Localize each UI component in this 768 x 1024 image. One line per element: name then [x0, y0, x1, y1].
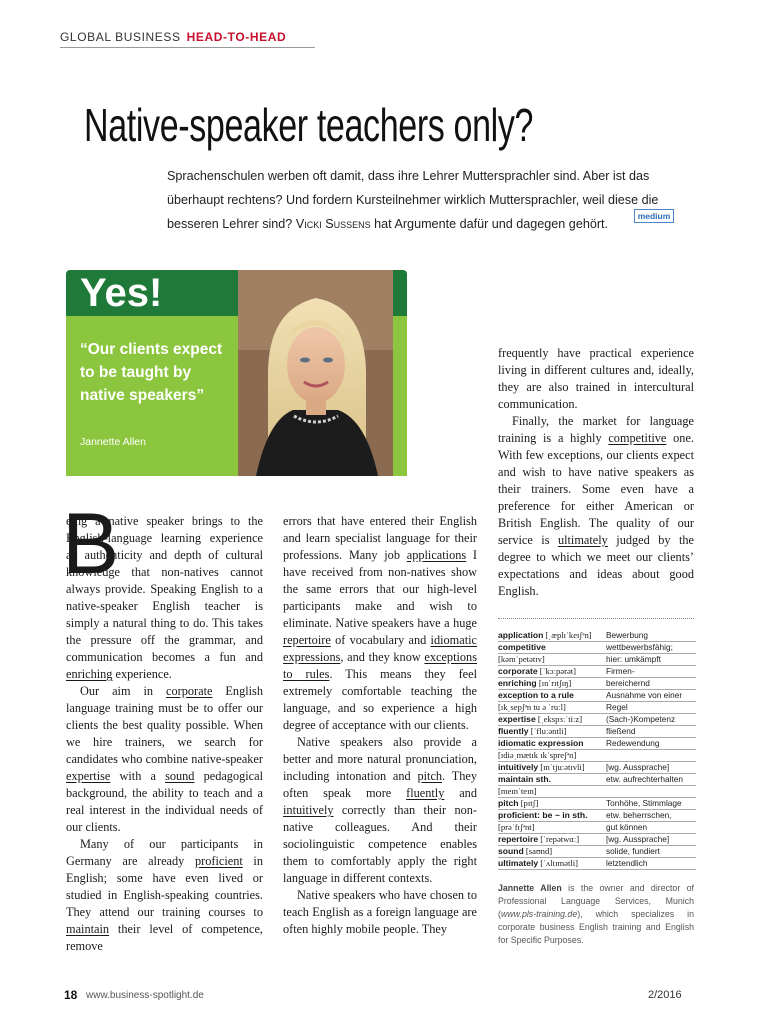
paragraph [283, 513, 477, 734]
text-run: Native speakers who have chosen to teach English as a foreign language are often highly mobile people. They [283, 888, 477, 936]
glossary-term: exceptions to rules [283, 650, 477, 681]
paragraph [283, 887, 477, 938]
glossary-term-cell [498, 810, 606, 821]
article-column-2 [283, 513, 477, 938]
glossary-row [498, 810, 696, 822]
glossary-ipa: [ˈkɔːpərət] [537, 666, 577, 676]
text-run: in English; some have even lived or studied in English-speaking countries. They attend our training courses to [66, 854, 263, 919]
glossary-term: idiomatic expressions [283, 633, 477, 664]
glossary-translation: gut können [606, 822, 648, 832]
glossary-row [498, 642, 696, 654]
glossary-term: enriching [66, 667, 113, 681]
glossary-translation: Ausnahme von einer [606, 690, 683, 700]
glossary [498, 630, 696, 870]
glossary-term-cell [498, 678, 606, 689]
intro-text-end: hat Argumente dafür und dagegen gehört. [370, 217, 609, 231]
glossary-row [498, 630, 696, 642]
glossary-row [498, 834, 696, 846]
intro-author: Vicki Sussens [295, 217, 371, 231]
text-run: one. With few exceptions, our clients expect and wish to have native speakers as their trainers. Some even have a preference for either American or British English. The quality of our service is [498, 431, 694, 547]
text-run: correctly than their non-native colleagues. And their sociolinguistic competence enables them to comfortably apply the right language in different contexts. [283, 803, 477, 885]
glossary-term-cell [498, 774, 606, 785]
text-run: , and they know [340, 650, 425, 664]
glossary-term-cell [498, 714, 606, 725]
glossary-translation: Firmen- [606, 666, 635, 676]
glossary-term: corporate [166, 684, 213, 698]
text-run: . This means they feel extremely comfortable teaching the language, and so experience a high degree of acceptance with our clients. [283, 667, 477, 732]
glossary-term-cell [498, 690, 606, 701]
glossary-term: expertise [498, 714, 536, 724]
text-run: frequently have practical experience living in different cultures and, ideally, they are also trained in intercultural communication. [498, 346, 694, 411]
glossary-term: competitive [608, 431, 667, 445]
issue-date: 2/2016 [648, 989, 682, 1001]
glossary-term: exception to a rule [498, 690, 574, 700]
glossary-term: proficient: be ~ in sth. [498, 810, 588, 820]
glossary-term: ultimately [498, 858, 539, 868]
text-run: and [444, 786, 477, 800]
bio-link: www.pls-training.de [500, 909, 578, 919]
glossary-ipa: [ˈfluːəntli] [528, 726, 567, 736]
glossary-ipa: [ˌæplɪˈkeɪʃᵊn] [543, 630, 592, 640]
glossary-term-cell [498, 786, 606, 797]
paragraph [498, 345, 694, 413]
glossary-row [498, 774, 696, 786]
article-title: Native-speaker teachers only? [84, 99, 534, 151]
paragraph [283, 734, 477, 887]
glossary-term-cell [498, 738, 606, 749]
text-run: Native speakers also provide a better and more natural pronunciation, including intonation and [283, 735, 477, 783]
glossary-row [498, 726, 696, 738]
glossary-term-cell [498, 666, 606, 677]
page-number: 18 [64, 988, 78, 1002]
glossary-term-cell [498, 762, 606, 773]
glossary-term: application [498, 630, 544, 640]
glossary-ipa: [ˈrepətwɑː] [538, 834, 580, 844]
glossary-translation [606, 786, 696, 797]
glossary-term: intuitively [283, 803, 334, 817]
glossary-row [498, 738, 696, 750]
glossary-term-cell [498, 654, 606, 665]
bio-text-end: ), which specializes in corporate business English training and English for Specific Purposes. [498, 909, 694, 945]
glossary-row [498, 786, 696, 798]
text-run: their level of competence, remove [66, 922, 263, 953]
glossary-term: repertoire [498, 834, 539, 844]
glossary-term: idiomatic expression [498, 738, 584, 748]
glossary-row [498, 858, 696, 870]
glossary-term-cell [498, 834, 606, 845]
section-tag: HEAD-TO-HEAD [186, 30, 287, 44]
glossary-ipa: [saʊnd] [523, 846, 553, 856]
text-run: I have received from non-natives show the same errors that our high-level participants make and wish to eliminate. Native speakers have a huge [283, 548, 477, 630]
glossary-ipa: [ˈʌltɪmətli] [538, 858, 578, 868]
header-rule [60, 47, 315, 48]
quote-author: Jannette Allen [80, 436, 146, 448]
glossary-term: pitch [417, 769, 443, 783]
glossary-term: applications [406, 548, 467, 562]
glossary-term: sound [498, 846, 524, 856]
glossary-translation: fließend [606, 726, 636, 736]
glossary-translation: etw. aufrechterhalten [606, 774, 684, 784]
glossary-translation [606, 750, 696, 761]
glossary-ipa: [ˌekspɜːˈtiːz] [535, 714, 583, 724]
glossary-term-cell [498, 750, 606, 761]
glossary-row [498, 654, 696, 666]
paragraph [66, 513, 263, 683]
glossary-translation: [wg. Aussprache] [606, 834, 670, 844]
yes-label: Yes! [80, 271, 163, 315]
text-run: of vocabulary and [330, 633, 431, 647]
intro-text: Sprachenschulen werben oft damit, dass ihre Lehrer Muttersprachler sind. Aber ist das überhaupt rechtens? Und fordern Kursteilnehmer wirklich Muttersprachler, weil diese die besseren Lehrer sind? [167, 169, 659, 231]
section-header [60, 30, 286, 44]
text-run: experience. [112, 667, 172, 681]
author-bio [498, 882, 694, 947]
glossary-ipa: [ɪnˈtjuːətɪvli] [538, 762, 585, 772]
glossary-translation: etw. beherrschen, [606, 810, 672, 820]
glossary-divider [498, 618, 694, 619]
glossary-row [498, 678, 696, 690]
glossary-term: intuitively [498, 762, 539, 772]
glossary-ipa: [ɪdiəˌmætɪk ɪkˈspreʃᵊn] [498, 750, 577, 760]
text-run: errors that have entered their English and learn specialist language for their professions. Many job [283, 514, 477, 562]
glossary-row [498, 690, 696, 702]
glossary-term-cell [498, 822, 606, 833]
text-run: Many of our participants in Germany are already [66, 837, 263, 868]
glossary-translation: Tonhöhe, Stimmlage [606, 798, 682, 808]
glossary-term-cell [498, 630, 606, 641]
glossary-term-cell [498, 858, 606, 869]
glossary-term: maintain sth. [498, 774, 552, 784]
glossary-ipa: [ɪkˌsepʃᵊn tu ə ˈruːl] [498, 702, 566, 712]
glossary-term: proficient [194, 854, 243, 868]
glossary-translation: Regel [606, 702, 628, 712]
text-run: with a [110, 769, 166, 783]
glossary-ipa: [ɪnˈrɪtʃɪŋ] [536, 678, 572, 688]
glossary-row [498, 702, 696, 714]
glossary-term-cell [498, 642, 606, 653]
glossary-translation: Bewerbung [606, 630, 648, 640]
glossary-row [498, 846, 696, 858]
glossary-term: enriching [498, 678, 537, 688]
portrait-illustration [238, 270, 393, 476]
glossary-row [498, 822, 696, 834]
glossary-term: competitive [498, 642, 546, 652]
glossary-term: sound [165, 769, 195, 783]
glossary-ipa: [meɪnˈteɪn] [498, 786, 537, 796]
glossary-ipa: [prəˈfɪʃᵊnt] [498, 822, 535, 832]
glossary-term: pitch [498, 798, 519, 808]
glossary-translation: (Sach-)Kompetenz [606, 714, 676, 724]
glossary-translation: hier: umkämpft [606, 654, 661, 664]
glossary-row [498, 714, 696, 726]
glossary-row [498, 762, 696, 774]
footer-url: www.business-spotlight.de [86, 990, 204, 1001]
glossary-row [498, 798, 696, 810]
glossary-row [498, 666, 696, 678]
paragraph [498, 413, 694, 600]
glossary-term: corporate [498, 666, 538, 676]
glossary-translation: wettbewerbsfähig; [606, 642, 673, 652]
glossary-term: fluently [498, 726, 529, 736]
article-column-3 [498, 345, 694, 600]
glossary-term: ultimately [557, 533, 608, 547]
pull-quote: “Our clients expect to be taught by native speakers” [80, 341, 223, 404]
text-run: English language training must be to offer our clients the best quality possible. When we hire trainers, we search for candidates who combine native-speaker [66, 684, 263, 766]
article-column-1 [66, 513, 263, 955]
paragraph [66, 836, 263, 955]
glossary-term: maintain [66, 922, 110, 936]
paragraph [66, 683, 263, 836]
text-run: judged by the degree to which we meet our clients’ expectations and ideas about good English. [498, 533, 695, 598]
glossary-term-cell [498, 702, 606, 713]
bio-name: Jannette Allen [498, 883, 562, 893]
bio-text: is the owner and director of Professional Language Services, Munich ( [498, 883, 694, 919]
glossary-term: fluently [406, 786, 445, 800]
glossary-translation: solide, fundiert [606, 846, 660, 856]
text-run: Finally, the market for language training is a highly [498, 414, 694, 445]
glossary-ipa: [pɪtʃ] [518, 798, 539, 808]
glossary-term: expertise [66, 769, 111, 783]
glossary-translation: bereichernd [606, 678, 650, 688]
text-run: . They often speak more [283, 769, 477, 800]
section-name: GLOBAL BUSINESS [60, 30, 181, 44]
glossary-term-cell [498, 798, 606, 809]
glossary-term: repertoire [283, 633, 331, 647]
glossary-translation: Redewendung [606, 738, 660, 748]
text-run: pedagogical background, the ability to teach and a real interest in the individual needs of our clients. [66, 769, 263, 834]
text-run: Our aim in [80, 684, 167, 698]
text-run: eing a native speaker brings to the English-language learning experience an authenticity and depth of cultural knowledge that non-natives cannot always provide. Speaking English to a native-speaker English teacher is simply a natural thing to do. This takes the pressure off the grammar, and communication becomes a fun and [66, 514, 263, 664]
glossary-ipa: [kəmˈpetətɪv] [498, 654, 545, 664]
level-badge: medium [634, 209, 674, 223]
glossary-term-cell [498, 846, 606, 857]
glossary-translation: [wg. Aussprache] [606, 762, 670, 772]
glossary-translation: letztendlich [606, 858, 648, 868]
article-intro [167, 164, 675, 236]
drop-cap: B [62, 496, 120, 592]
glossary-row [498, 750, 696, 762]
author-photo [238, 270, 393, 476]
glossary-term-cell [498, 726, 606, 737]
